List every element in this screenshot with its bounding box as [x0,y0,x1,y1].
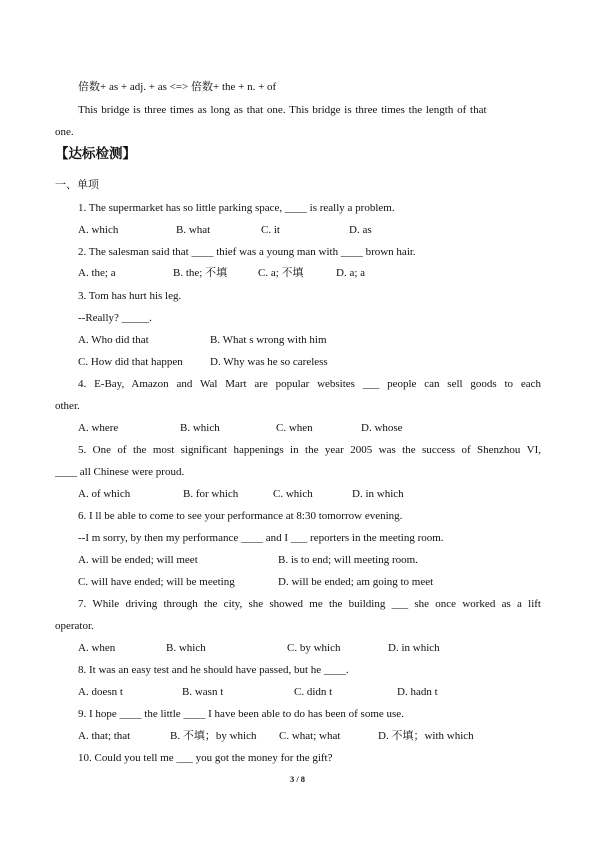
option-d: D. Why was he so careless [210,356,328,368]
section-title: 【达标检测】 [55,146,136,162]
option-c: C. didn t [294,686,333,698]
option-b: B. what [176,224,211,236]
question-8-stem: 8. It was an easy test and he should have passed, but he ____. [78,664,349,676]
option-d: D. whose [361,422,403,434]
option-a: A. when [78,642,116,654]
example-line-2: one. [55,126,74,138]
option-d: D. will be ended; am going to meet [278,576,434,588]
option-b: B. What s wrong with him [210,334,327,346]
question-6-options-row-1 [78,553,555,567]
question-7-options [78,641,555,655]
option-d: D. as [349,224,372,236]
option-d: D. a; a [336,267,366,279]
question-5-options [78,487,555,501]
option-a: A. of which [78,488,131,500]
option-d: D. 不填；with which [378,730,474,742]
question-1-stem: 1. The supermarket has so little parking space, ____ is really a problem. [78,202,395,214]
option-c: C. How did that happen [78,356,183,368]
question-5-stem-2: ____ all Chinese were proud. [55,466,185,478]
question-8-options [78,685,555,699]
option-b: B. which [180,422,220,434]
option-b: B. 不填；by which [170,730,257,742]
question-3-stem-2: --Really? _____. [78,312,152,324]
option-a: A. the; a [78,267,116,279]
option-d: D. hadn t [397,686,438,698]
question-2-options [78,266,555,280]
example-line-1: This bridge is three times as long as that one. This bridge is three times the length of that [78,104,487,116]
option-c: C. will have ended; will be meeting [78,576,235,588]
option-b: B. wasn t [182,686,224,698]
option-a: A. Who did that [78,334,149,346]
question-5-stem: 5. One of the most significant happenings in the year 2005 was the success of Shenzhou VI, [78,444,541,456]
option-b: B. for which [183,488,239,500]
question-10-stem: 10. Could you tell me ___ you got the money for the gift? [78,752,333,764]
option-b: B. which [166,642,206,654]
option-c: C. which [273,488,313,500]
question-1-options [78,223,555,237]
question-9-options [78,729,555,743]
question-2-stem: 2. The salesman said that ____ thief was a young man with ____ brown hair. [78,246,416,258]
question-6-options-row-2 [78,575,555,589]
question-4-stem-2: other. [55,400,80,412]
question-6-stem: 6. I ll be able to come to see your performance at 8:30 tomorrow evening. [78,510,403,522]
question-4-options [78,421,555,435]
question-4-stem: 4. E-Bay, Amazon and Wal Mart are popular websites ___ people can sell goods to each [78,378,541,390]
option-c: C. a; 不填 [258,267,304,279]
question-3-stem: 3. Tom has hurt his leg. [78,290,182,302]
option-a: A. which [78,224,119,236]
subsection-title: 一、单项 [55,178,99,191]
option-c: C. what; what [279,730,341,742]
option-b: B. the; 不填 [173,267,228,279]
option-c: C. it [261,224,280,236]
option-d: D. in which [388,642,440,654]
question-3-options-row-1 [78,333,555,347]
question-7-stem: 7. While driving through the city, she showed me the building ___ she once worked as a lift [78,598,541,610]
question-7-stem-2: operator. [55,620,94,632]
formula-line: 倍数+ as + adj. + as <=> 倍数+ the + n. + of [78,81,277,93]
option-b: B. is to end; will meeting room. [278,554,418,566]
option-a: A. doesn t [78,686,123,698]
option-a: A. that; that [78,730,131,742]
option-d: D. in which [352,488,404,500]
page-number: 3 / 8 [289,774,306,784]
option-c: C. when [276,422,313,434]
option-c: C. by which [287,642,341,654]
question-3-options-row-2 [78,355,555,369]
question-9-stem: 9. I hope ____ the little ____ I have been able to do has been of some use. [78,708,404,720]
option-a: A. where [78,422,119,434]
option-a: A. will be ended; will meet [78,554,198,566]
question-6-stem-2: --I m sorry, by then my performance ____ and I ___ reporters in the meeting room. [78,532,444,544]
